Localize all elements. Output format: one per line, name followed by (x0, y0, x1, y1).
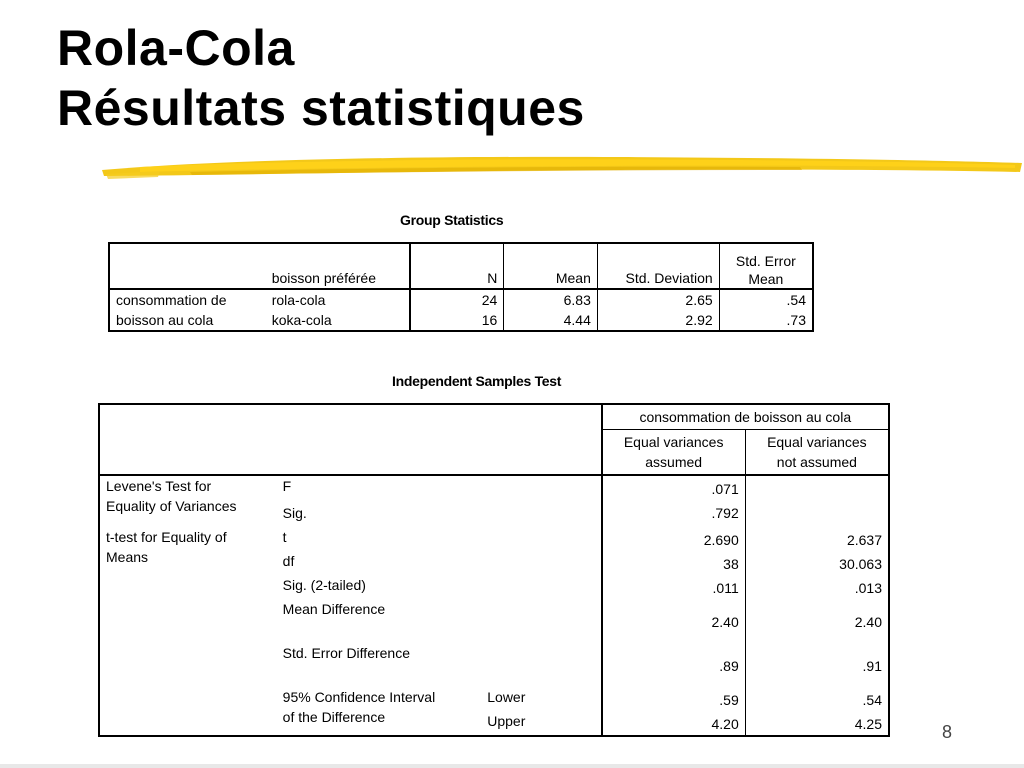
col-equal-assumed: Equal variances assumed (602, 430, 746, 476)
group-name: rola-cola (271, 292, 326, 308)
cell-value: 2.690 (602, 527, 746, 551)
title-line-1: Rola-Cola (57, 20, 295, 76)
row-label: t (282, 529, 287, 545)
variable-label: consommation de boisson au cola (116, 292, 227, 328)
row-label: Mean Difference (282, 601, 386, 617)
group-stats-table (108, 242, 814, 332)
mean-value: 4.44 (504, 310, 598, 331)
cell-value: 30.063 (745, 551, 889, 575)
cell-value: 2.637 (745, 527, 889, 551)
cell-value: .59 (602, 687, 746, 711)
ci-label: 95% Confidence Interval of the Difference (282, 689, 436, 725)
cell-value: 2.40 (745, 599, 889, 643)
header-std-err: Std. Error Mean (719, 243, 813, 289)
cell-value: .792 (602, 500, 746, 527)
col-equal-not-assumed: Equal variances not assumed (745, 430, 889, 476)
header-n: N (410, 243, 503, 289)
cell-value: 4.25 (745, 711, 889, 736)
std-err-value: .54 (719, 289, 813, 310)
cell-value: 38 (602, 551, 746, 575)
footer-bar (0, 764, 1024, 768)
cell-value (745, 500, 889, 527)
cell-value (745, 475, 889, 500)
group-name: koka-cola (271, 312, 332, 328)
cell-value: .54 (745, 687, 889, 711)
header-std-dev: Std. Deviation (597, 243, 719, 289)
std-dev-value: 2.65 (597, 289, 719, 310)
ind-test-caption: Independent Samples Test (392, 373, 562, 389)
cell-value: 4.20 (602, 711, 746, 736)
variable-header: consommation de boisson au cola (602, 404, 889, 430)
cell-value: .013 (745, 575, 889, 599)
n-value: 24 (410, 289, 503, 310)
n-value: 16 (410, 310, 503, 331)
cell-value: .89 (602, 643, 746, 687)
ind-test-header-row-1 (99, 404, 889, 430)
header-group: boisson préférée (271, 270, 376, 286)
cell-value: .071 (602, 475, 746, 500)
row-label: Sig. (282, 505, 307, 521)
slide-title (57, 18, 585, 138)
levene-label: Levene's Test for Equality of Variances (106, 478, 237, 514)
std-dev-value: 2.92 (597, 310, 719, 331)
highlighter-stroke-icon (100, 148, 1024, 184)
ind-test-table (98, 403, 890, 737)
cell-value: .91 (745, 643, 889, 687)
header-mean: Mean (504, 243, 598, 289)
group-stats-caption: Group Statistics (400, 212, 504, 228)
cell-value: .011 (602, 575, 746, 599)
title-line-2: Résultats statistiques (57, 80, 585, 136)
row-label: Sig. (2-tailed) (282, 577, 366, 593)
row-label: Upper (487, 713, 526, 729)
group-stats-header-row (109, 243, 813, 289)
ttest-label: t-test for Equality of Means (106, 529, 227, 565)
row-label: df (282, 553, 295, 569)
table-row (109, 289, 813, 310)
row-label: F (282, 478, 292, 494)
table-row (99, 527, 889, 551)
mean-value: 6.83 (504, 289, 598, 310)
row-label: Std. Error Difference (282, 645, 411, 661)
page-number: 8 (942, 722, 953, 742)
std-err-value: .73 (719, 310, 813, 331)
row-label: Lower (487, 689, 526, 705)
table-row (99, 475, 889, 500)
cell-value: 2.40 (602, 599, 746, 643)
